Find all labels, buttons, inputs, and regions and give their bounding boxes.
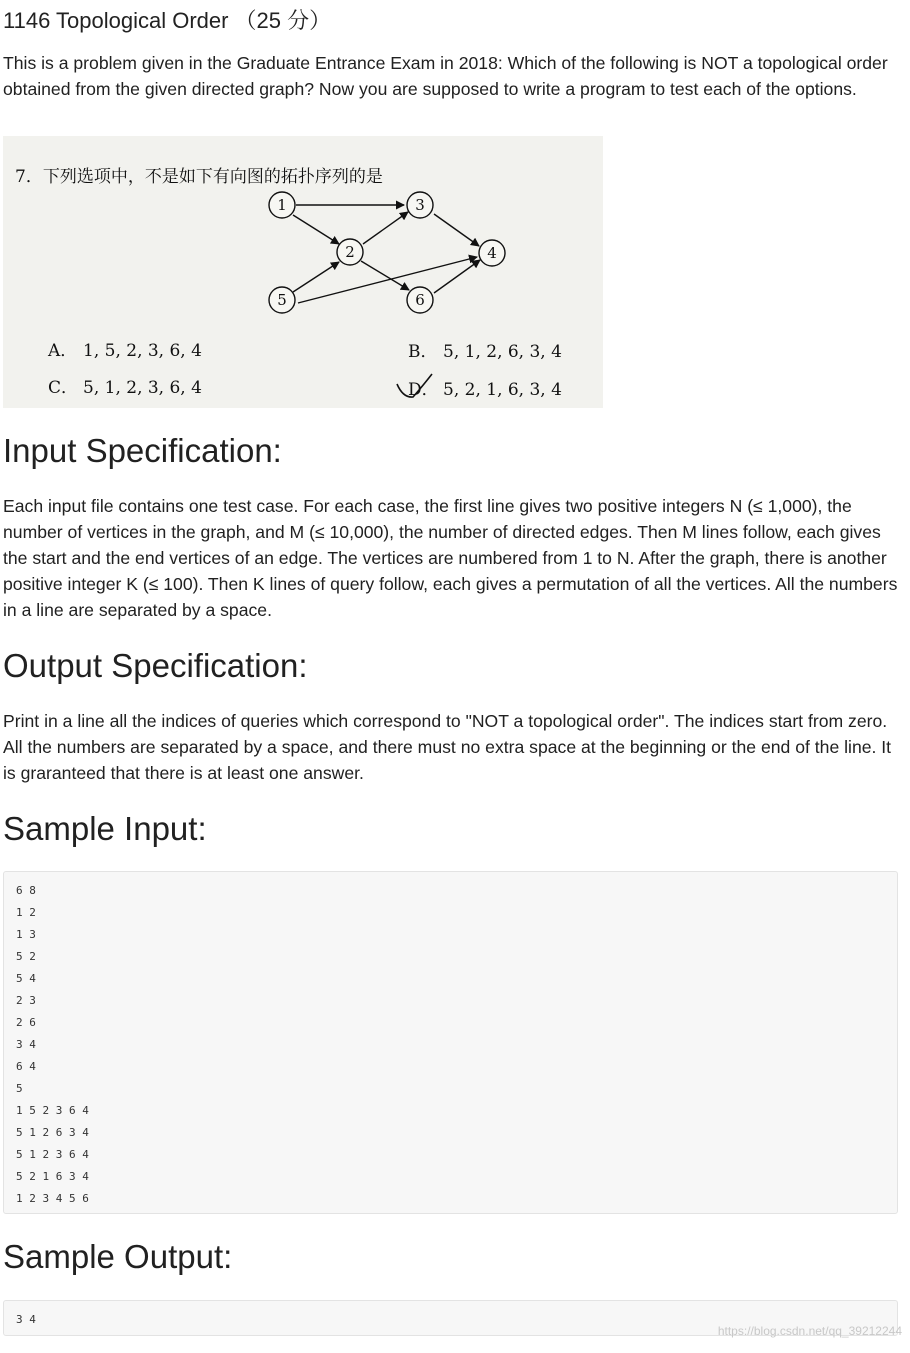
problem-intro: This is a problem given in the Graduate Entrance Exam in 2018: Which of the following is NOT a topological order obtained from the given directed graph? Now you are supposed to write a program to test each of the options. [3,53,888,99]
code-line: 5 1 2 3 6 4 [16,1148,89,1161]
code-line: 6 4 [16,1060,36,1073]
code-line: 5 2 1 6 3 4 [16,1170,89,1183]
code-line: 3 4 [16,1038,36,1051]
input-spec-heading: Input Specification: [3,432,282,469]
node-3-label: 3 [415,196,425,214]
node-5-label: 5 [277,291,287,309]
sample-input-code[interactable] [3,871,898,1214]
option-c-text: 5, 1, 2, 3, 6, 4 [83,378,202,398]
code-line: 5 1 2 6 3 4 [16,1126,89,1139]
answer-options [47,341,562,400]
output-spec-heading: Output Specification: [3,647,308,684]
code-line: 5 2 [16,950,36,963]
option-a-text: 1, 5, 2, 3, 6, 4 [83,341,202,361]
node-2-label: 2 [345,243,355,261]
problem-title: 1146 Topological Order （25 分） [3,8,332,33]
option-b-text: 5, 1, 2, 6, 3, 4 [443,342,562,362]
edge-1-2 [293,215,339,244]
node-6-label: 6 [415,291,425,309]
edge-3-4 [434,214,479,246]
graph-node-labels [277,196,497,309]
code-line: 3 4 [16,1313,36,1326]
figure-question: 7．下列选项中，不是如下有向图的拓扑序列的是 [15,167,383,187]
node-4-label: 4 [487,244,497,262]
sample-output-heading: Sample Output: [3,1238,233,1275]
option-a-label: A． [48,341,78,361]
code-line: 5 [16,1082,23,1095]
output-spec-text: Print in a line all the indices of queries which correspond to "NOT a topological order". The indices start from zero. All the numbers are separated by a space, and there must no extra space at the beginning or the end of the line. It is graranteed that there is at least one answer. [3,711,892,783]
option-c-label: C． [48,378,79,398]
edge-2-3 [363,212,408,244]
option-d-label: D． [408,380,439,400]
code-line: 6 8 [16,884,36,897]
code-line: 5 4 [16,972,36,985]
option-b-label: B． [408,342,438,362]
edge-5-2 [293,262,339,292]
exam-question-figure [3,136,603,408]
sample-input-heading: Sample Input: [3,810,207,847]
code-line: 1 2 [16,906,36,919]
blog-watermark: https://blog.csdn.net/qq_39212244 [717,1324,902,1338]
option-d-text: 5, 2, 1, 6, 3, 4 [443,380,562,400]
graph-figure-svg [3,136,603,408]
code-line: 1 2 3 4 5 6 [16,1192,89,1205]
edge-6-4 [434,260,480,293]
input-spec-text: Each input file contains one test case. For each case, the first line gives two positive integers N (≤ 1,000), the number of vertices in the graph, and M (≤ 10,000), the number of directed edges. Then M lines follow, each gives the start and the end vertices of an edge. The vertices are numbered from 1 to N. After the graph, there is another positive integer K (≤ 100). Then K lines of query follow, each gives a permutation of all the vertices. All the numbers in a line are separated by a space. [3,496,898,620]
graph-edges [293,205,480,303]
code-line: 1 5 2 3 6 4 [16,1104,89,1117]
code-line: 2 6 [16,1016,36,1029]
node-1-label: 1 [277,196,287,214]
code-line: 1 3 [16,928,36,941]
code-line: 2 3 [16,994,36,1007]
graph-nodes [269,192,505,313]
edge-5-4 [298,257,477,303]
